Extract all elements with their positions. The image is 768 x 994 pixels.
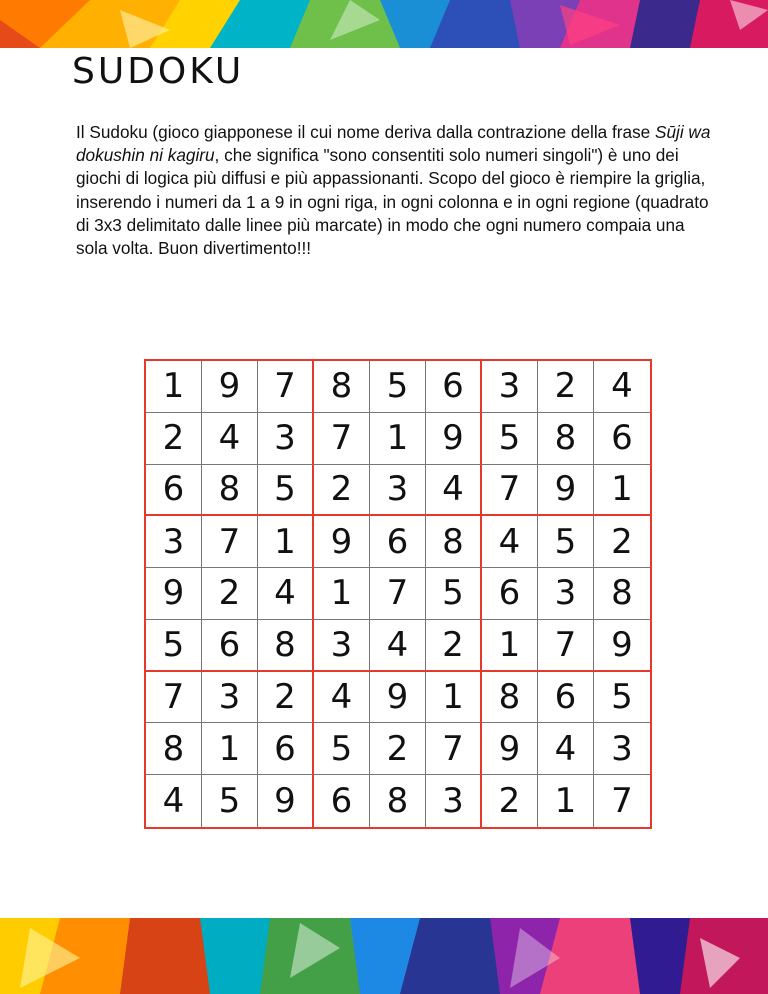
sudoku-cell-r3-c7: 7 — [482, 465, 538, 517]
sudoku-cell-r8-c5: 2 — [370, 723, 426, 775]
sudoku-cell-r4-c9: 2 — [594, 516, 650, 568]
sudoku-cell-r3-c2: 8 — [202, 465, 258, 517]
sudoku-cell-r3-c3: 5 — [258, 465, 314, 517]
sudoku-cell-r7-c3: 2 — [258, 672, 314, 724]
sudoku-cell-r9-c8: 1 — [538, 775, 594, 827]
sudoku-cell-r1-c3: 7 — [258, 361, 314, 413]
sudoku-cell-r6-c1: 5 — [146, 620, 202, 672]
sudoku-cell-r8-c8: 4 — [538, 723, 594, 775]
sudoku-cell-r2-c9: 6 — [594, 413, 650, 465]
sudoku-cell-r7-c1: 7 — [146, 672, 202, 724]
sudoku-cell-r6-c8: 7 — [538, 620, 594, 672]
sudoku-cell-r1-c5: 5 — [370, 361, 426, 413]
sudoku-cell-r8-c9: 3 — [594, 723, 650, 775]
sudoku-cell-r8-c7: 9 — [482, 723, 538, 775]
bottom-decorative-banner — [0, 918, 768, 994]
sudoku-cell-r3-c6: 4 — [426, 465, 482, 517]
sudoku-cell-r8-c3: 6 — [258, 723, 314, 775]
sudoku-cell-r1-c8: 2 — [538, 361, 594, 413]
sudoku-cell-r2-c6: 9 — [426, 413, 482, 465]
sudoku-cell-r6-c5: 4 — [370, 620, 426, 672]
page-title: SUDOKU — [72, 51, 245, 92]
sudoku-cell-r9-c3: 9 — [258, 775, 314, 827]
top-banner-art — [0, 0, 768, 48]
sudoku-cell-r9-c2: 5 — [202, 775, 258, 827]
sudoku-cell-r1-c2: 9 — [202, 361, 258, 413]
sudoku-cell-r1-c4: 8 — [314, 361, 370, 413]
sudoku-cell-r4-c2: 7 — [202, 516, 258, 568]
sudoku-cell-r5-c9: 8 — [594, 568, 650, 620]
sudoku-cell-r3-c8: 9 — [538, 465, 594, 517]
sudoku-cell-r1-c1: 1 — [146, 361, 202, 413]
sudoku-cell-r5-c4: 1 — [314, 568, 370, 620]
intro-text-part1: Il Sudoku (gioco giapponese il cui nome deriva dalla contrazione della frase — [76, 122, 655, 142]
sudoku-cell-r8-c1: 8 — [146, 723, 202, 775]
sudoku-cell-r4-c6: 8 — [426, 516, 482, 568]
sudoku-cell-r8-c6: 7 — [426, 723, 482, 775]
sudoku-cell-r5-c2: 2 — [202, 568, 258, 620]
sudoku-cell-r9-c1: 4 — [146, 775, 202, 827]
sudoku-cell-r7-c2: 3 — [202, 672, 258, 724]
sudoku-cell-r4-c7: 4 — [482, 516, 538, 568]
sudoku-cell-r7-c5: 9 — [370, 672, 426, 724]
sudoku-cell-r2-c1: 2 — [146, 413, 202, 465]
sudoku-cell-r2-c4: 7 — [314, 413, 370, 465]
bottom-banner-art — [0, 918, 768, 994]
intro-text-part2: , che significa "sono consentiti solo numeri singoli") è uno dei giochi di logica più diffusi e più appassionanti. Scopo del gioco è riempire la griglia, inserendo i numeri da 1 a 9 in ogni riga, in ogni colonna e in ogni regione (quadrato di 3x3 delimitato dalle linee più marcate) in modo che ogni numero compaia una sola volta. Buon divertimento!!! — [76, 145, 709, 259]
sudoku-cell-r2-c3: 3 — [258, 413, 314, 465]
sudoku-cell-r2-c8: 8 — [538, 413, 594, 465]
sudoku-cell-r9-c6: 3 — [426, 775, 482, 827]
sudoku-cell-r9-c9: 7 — [611, 781, 633, 822]
sudoku-cell-r7-c8: 6 — [538, 672, 594, 724]
sudoku-cell-r3-c5: 3 — [370, 465, 426, 517]
sudoku-cell-r5-c1: 9 — [146, 568, 202, 620]
sudoku-cell-r6-c4: 3 — [314, 620, 370, 672]
sudoku-cell-r6-c6: 2 — [426, 620, 482, 672]
sudoku-cell-r6-c9: 9 — [594, 620, 650, 672]
sudoku-cell-r5-c7: 6 — [482, 568, 538, 620]
sudoku-cell-r7-c7: 8 — [482, 672, 538, 724]
sudoku-grid — [144, 359, 652, 829]
sudoku-cell-r5-c3: 4 — [258, 568, 314, 620]
sudoku-cell-r5-c5: 7 — [370, 568, 426, 620]
sudoku-cell-r6-c3: 8 — [258, 620, 314, 672]
sudoku-cell-r4-c4: 9 — [314, 516, 370, 568]
sudoku-cell-r4-c8: 5 — [538, 516, 594, 568]
sudoku-cell-r1-c6: 6 — [426, 361, 482, 413]
sudoku-cell-r4-c5: 6 — [370, 516, 426, 568]
sudoku-cell-r7-c9: 5 — [594, 672, 650, 724]
sudoku-cell-r2-c7: 5 — [482, 413, 538, 465]
sudoku-cell-r1-c7: 3 — [482, 361, 538, 413]
sudoku-cell-r6-c7: 1 — [482, 620, 538, 672]
sudoku-cell-r7-c6: 1 — [426, 672, 482, 724]
sudoku-cell-r5-c6: 5 — [426, 568, 482, 620]
sudoku-cell-r4-c1: 3 — [146, 516, 202, 568]
sudoku-cell-r3-c4: 2 — [314, 465, 370, 517]
sudoku-cell-r3-c1: 6 — [146, 465, 202, 517]
sudoku-cell-r7-c4: 4 — [314, 672, 370, 724]
sudoku-cell-r8-c2: 1 — [202, 723, 258, 775]
top-decorative-banner — [0, 0, 768, 48]
sudoku-cell-r6-c2: 6 — [202, 620, 258, 672]
sudoku-cell-r5-c8: 3 — [538, 568, 594, 620]
sudoku-cell-r2-c5: 1 — [370, 413, 426, 465]
sudoku-cell-r9-c5: 8 — [370, 775, 426, 827]
sudoku-cell-r4-c3: 1 — [258, 516, 314, 568]
intro-paragraph — [76, 121, 716, 260]
sudoku-cell-r2-c2: 4 — [202, 413, 258, 465]
sudoku-cell-r8-c4: 5 — [314, 723, 370, 775]
sudoku-cell-r9-c7: 2 — [482, 775, 538, 827]
sudoku-cell-r1-c9: 4 — [594, 361, 650, 413]
sudoku-cell-r3-c9: 1 — [594, 465, 650, 517]
sudoku-cell-r9-c4: 6 — [314, 775, 370, 827]
intro-italic-phrase: Sūji wa dokushin ni kagiru — [76, 122, 711, 166]
